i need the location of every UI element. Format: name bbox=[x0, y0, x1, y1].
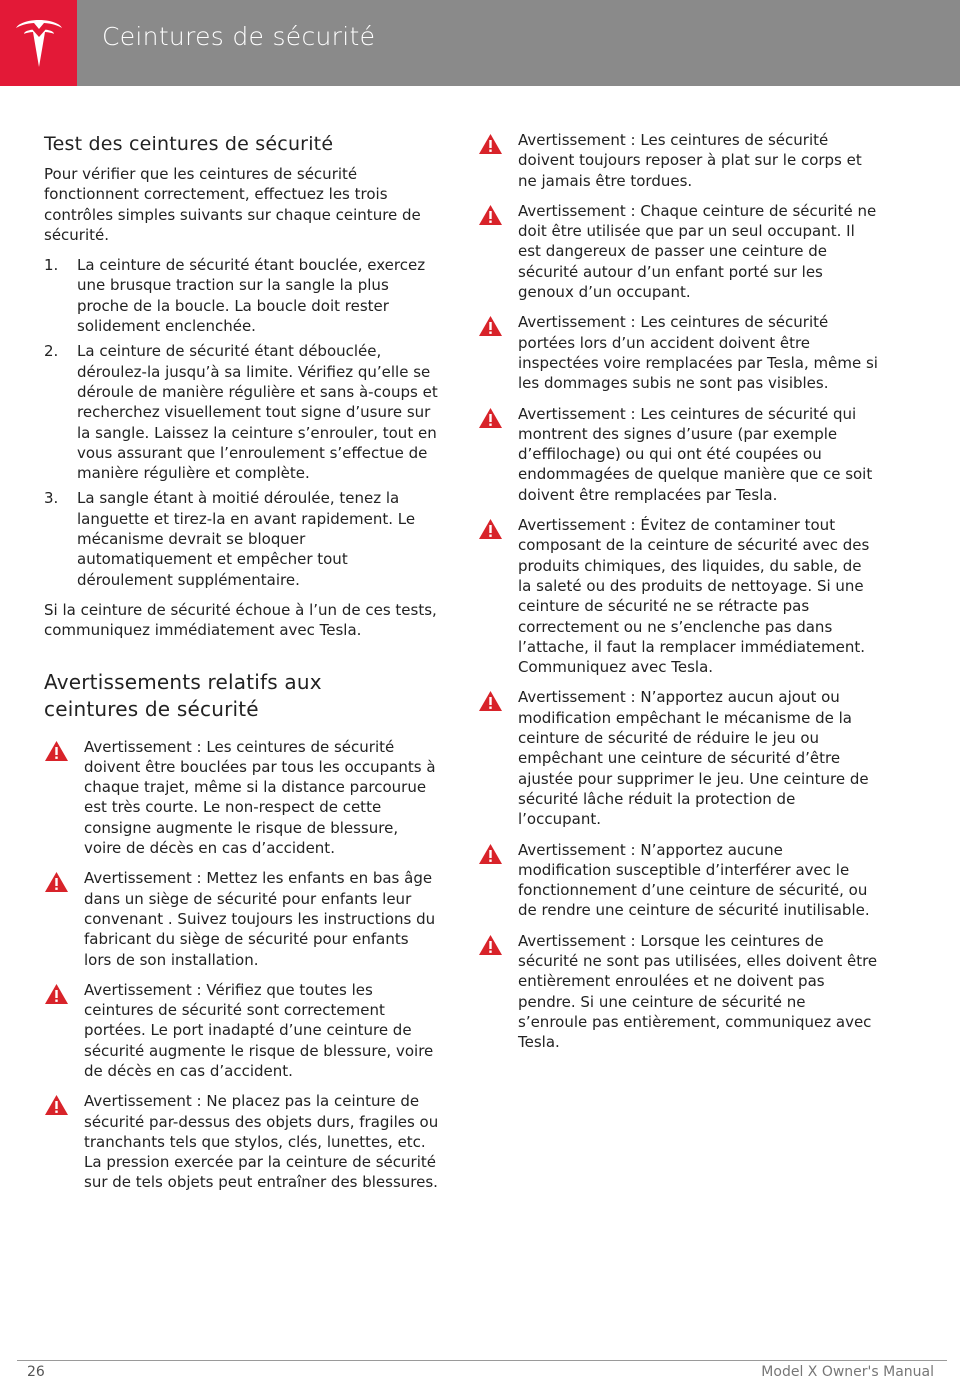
page-number: 26 bbox=[27, 1364, 45, 1380]
step-number: 3. bbox=[44, 489, 59, 508]
warning-block bbox=[44, 1091, 439, 1192]
warning-triangle-icon bbox=[478, 204, 503, 226]
step-text: La ceinture de sécurité étant bouclée, exercez une brusque traction sur la sangle la plus proche de la boucle. La boucle doit rester solidement enclenchée. bbox=[77, 256, 426, 336]
heading-line: Avertissements relatifs aux bbox=[44, 669, 322, 694]
section-heading-test: Test des ceintures de sécurité bbox=[44, 133, 334, 155]
warning-triangle-icon bbox=[44, 740, 69, 762]
warning-block bbox=[478, 515, 878, 677]
warning-triangle-icon bbox=[478, 133, 503, 155]
step-text: La ceinture de sécurité étant débouclée, déroulez-la jusqu’à sa limite. Vérifiez qu’elle se déroule de manière régulière et sans à-coups et recherchez visuellement tout signe d’usure sur la sangle. Laissez la ceinture s’enrouler, tout en vous assurant que l’enroulement s’effectue de manière régulière et complète. bbox=[77, 342, 438, 483]
left-column bbox=[44, 128, 439, 1203]
step-number: 1. bbox=[44, 256, 59, 275]
warning-text: Avertissement : Lorsque les ceintures de sécurité ne sont pas utilisées, elles doivent être entièrement enroulées et ne doivent pas pendre. Si une ceinture de sécurité ne s’enroule pas entièrement, communiquez avec Tesla. bbox=[518, 931, 878, 1052]
warning-block bbox=[478, 404, 878, 505]
warning-text: Avertissement : Les ceintures de sécurité doivent être bouclées par tous les occupants à chaque trajet, même si la distance parcourue est très courte. Le non-respect de cette consigne augmente le risque de blessure, voire de décès en cas d’accident. bbox=[84, 737, 436, 858]
warning-text: Avertissement : Ne placez pas la ceinture de sécurité par-dessus des objets durs, fragiles ou tranchants tels que stylos, clés, lunettes, etc. La pression exercée par la ceinture de sécurité sur de tels objets peut entraîner des blessures. bbox=[84, 1092, 439, 1192]
warning-text: Avertissement : Vérifiez que toutes les ceintures de sécurité sont correctement portées. Le port inadapté d’une ceinture de sécurité augmente le risque de blessure, voire de décès en cas d’accident. bbox=[84, 980, 434, 1080]
warning-text: Avertissement : Les ceintures de sécurité doivent toujours reposer à plat sur le corps et ne jamais être tordues. bbox=[518, 131, 862, 190]
tesla-logo-icon bbox=[14, 15, 64, 71]
warning-triangle-icon bbox=[478, 934, 503, 956]
warning-block bbox=[44, 980, 439, 1081]
step-number: 2. bbox=[44, 342, 59, 361]
test-intro: Pour vérifier que les ceintures de sécurité fonctionnent correctement, effectuez les trois contrôles simples suivants sur chaque ceinture de sécurité. bbox=[44, 165, 421, 244]
warning-triangle-icon bbox=[478, 407, 503, 429]
list-item bbox=[44, 488, 439, 589]
warning-block bbox=[478, 840, 878, 921]
right-column bbox=[478, 130, 878, 1062]
heading-line: ceintures de sécurité bbox=[44, 696, 259, 721]
tesla-logo bbox=[0, 0, 77, 86]
warning-text: Avertissement : Les ceintures de sécurité qui montrent des signes d’usure (par exemple d’effilochage) ou qui ont été coupées ou endommagées de quelque manière que ce soit doivent être remplacées par Tesla. bbox=[518, 404, 873, 504]
manual-name: Model X Owner's Manual bbox=[761, 1364, 934, 1380]
warning-triangle-icon bbox=[44, 1094, 69, 1116]
warning-block bbox=[44, 868, 439, 969]
warning-triangle-icon bbox=[478, 690, 503, 712]
warning-block bbox=[478, 130, 878, 191]
section-heading-warnings bbox=[44, 669, 439, 723]
warning-block bbox=[478, 312, 878, 393]
warning-block bbox=[478, 687, 878, 829]
list-item bbox=[44, 341, 439, 483]
warning-block bbox=[44, 737, 439, 859]
warning-text: Avertissement : Évitez de contaminer tout composant de la ceinture de sécurité avec des produits chimiques, des liquides, du sable, de la saleté ou des produits de nettoyage. Si une ceinture de sécurité ne se rétracte pas correctement ou ne s’enclenche pas dans l’attache, il faut la remplacer immédiatement. Communiquez avec Tesla. bbox=[518, 516, 870, 677]
test-steps-list bbox=[44, 255, 439, 590]
warning-block bbox=[478, 931, 878, 1053]
page-header bbox=[0, 0, 960, 86]
list-item bbox=[44, 255, 439, 336]
warning-triangle-icon bbox=[478, 315, 503, 337]
warning-text: Avertissement : N’apportez aucun ajout ou modification empêchant le mécanisme de la ceinture de sécurité de réduire le jeu ou empêchant une ceinture de sécurité d’être ajustée pour supprimer le jeu. Une ceinture de sécurité lâche réduit la protection de l’occupant. bbox=[518, 688, 869, 829]
warning-triangle-icon bbox=[44, 983, 69, 1005]
step-text: La sangle étant à moitié déroulée, tenez la languette et tirez-la en avant rapidement. Le mécanisme devrait se bloquer automatiquement et empêcher tout déroulement supplémentaire. bbox=[77, 489, 416, 589]
warning-block bbox=[478, 201, 878, 302]
warning-text: Avertissement : Chaque ceinture de sécurité ne doit être utilisée que par un seul occupant. Il est dangereux de passer une ceinture de sécurité autour d’un enfant porté sur les genoux d’un occupant. bbox=[518, 201, 877, 302]
page-title: Ceintures de sécurité bbox=[102, 22, 376, 51]
warning-triangle-icon bbox=[478, 518, 503, 540]
warning-text: Avertissement : Les ceintures de sécurité portées lors d’un accident doivent être inspectées voire remplacées par Tesla, même si les dommages subis ne sont pas visibles. bbox=[518, 313, 878, 393]
footer-divider bbox=[17, 1360, 947, 1361]
warning-text: Avertissement : N’apportez aucune modification susceptible d’interférer avec le fonctionnement d’une ceinture de sécurité, ou de rendre une ceinture de sécurité inutilisable. bbox=[518, 840, 870, 920]
warning-triangle-icon bbox=[44, 871, 69, 893]
warning-triangle-icon bbox=[478, 843, 503, 865]
test-outro: Si la ceinture de sécurité échoue à l’un de ces tests, communiquez immédiatement avec Tesla. bbox=[44, 600, 437, 640]
warning-text: Avertissement : Mettez les enfants en bas âge dans un siège de sécurité pour enfants leur convenant . Suivez toujours les instructions du fabricant du siège de sécurité pour enfants lors de son installation. bbox=[84, 869, 436, 969]
